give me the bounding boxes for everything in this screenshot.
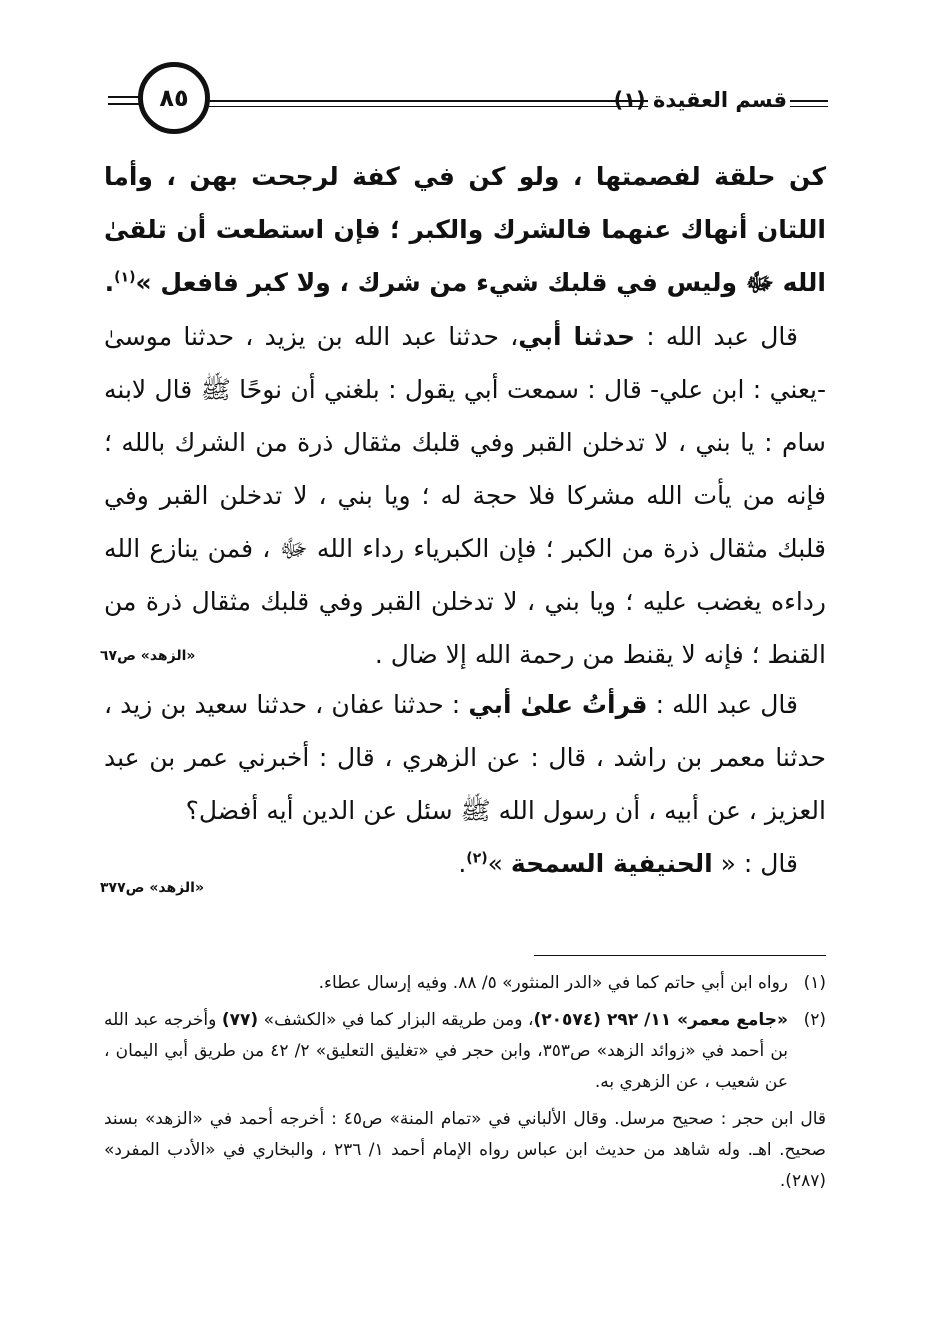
footnote-1-number: (١) xyxy=(803,973,826,993)
footnote-2-bold: «جامع معمر» ١١/ ٢٩٢ (٢٠٥٧٤) xyxy=(533,1010,788,1030)
paragraph-2 xyxy=(104,310,826,681)
paragraph-2-text: ، حدثنا عبد الله بن يزيد ، حدثنا موسىٰ -يعني : ابن علي- قال : سمعت أبي يقول : بلغني أن نوحًا ﷺ قال لابنه سام : يا بني ، لا تدخلن القبر وفي قلبك مثقال ذرة من الشرك بالله ؛ فإنه من يأت الله مشركا فلا حجة له ؛ ويا بني ، لا تدخلن القبر وفي قلبك مثقال ذرة من الكبر ؛ فإن الكبرياء رداء الله ﷻ ، فمن ينازع الله رداءه يغضب عليه ؛ ويا بني ، لا تدخلن القبر وفي قلبك مثقال ذرة من القنط ؛ فإنه لا يقنط من رحمة الله إلا ضال . xyxy=(104,322,826,669)
footnotes xyxy=(104,968,826,1197)
page-number: ٨٥ xyxy=(159,84,189,112)
source-note-1: «الزهد» ص٦٧ xyxy=(100,648,196,664)
header-rule-main-secondary xyxy=(208,106,648,107)
paragraph-3-bold: قرأتُ علىٰ أبي xyxy=(468,690,648,719)
header-rule-right xyxy=(790,100,828,102)
paragraph-2-bold: حدثنا أبي xyxy=(518,322,635,351)
footnote-ref-1: (١) xyxy=(114,269,136,286)
footnote-2 xyxy=(104,1005,826,1098)
paragraph-4-tail: . xyxy=(458,849,467,878)
footnote-1-text: رواه ابن أبي حاتم كما في «الدر المنثور» ٥/ ٨٨. وفيه إرسال عطاء. xyxy=(318,973,788,993)
footnote-1 xyxy=(104,968,826,999)
page-number-badge xyxy=(138,62,210,134)
paragraph-4-end: » xyxy=(487,849,511,878)
paragraph-3 xyxy=(104,678,826,890)
header-rule-main xyxy=(208,100,648,102)
footnote-2-mid: ، ومن طريقه البزار كما في «الكشف» xyxy=(258,1010,534,1030)
source-note-2: «الزهد» ص٣٧٧ xyxy=(100,880,204,896)
paragraph-4-bold: الحنيفية السمحة xyxy=(510,849,713,878)
paragraph-3-lead: قال عبد الله : xyxy=(647,690,798,719)
paragraph-3-text: : حدثنا عفان ، حدثنا سعيد بن زيد ، حدثنا معمر بن راشد ، قال : عن الزهري ، قال : أخبرني عمر بن عبد العزيز ، عن أبيه ، أن رسول الله ﷺ سئل عن الدين أيه أفضل؟ xyxy=(104,690,826,825)
footnote-2-text xyxy=(104,1005,788,1098)
paragraph-2-lead: قال عبد الله : xyxy=(635,322,798,351)
footnote-2-number: (٢) xyxy=(803,1010,826,1030)
running-title: قسم العقيدة (١) xyxy=(613,88,787,112)
footnote-separator xyxy=(534,955,826,956)
header-rule-right-secondary xyxy=(790,106,828,107)
paragraph-4 xyxy=(104,837,826,890)
paragraph-1: كن حلقة لفصمتها ، ولو كن في كفة لرجحت بهن ، وأما اللتان أنهاك عنهما فالشرك والكبر ؛ فإن استطعت أن تلقىٰ الله ﷻ وليس في قلبك شيء من شرك ، ولا كبر فافعل »$^{(١)}$. xyxy=(104,162,826,297)
footnote-2-bold-2: (٧٧) xyxy=(221,1010,259,1030)
paragraph-1-text: كن حلقة لفصمتها ، ولو كن في كفة لرجحت بهن ، وأما اللتان أنهاك عنهما فالشرك والكبر ؛ فإن استطعت أن تلقىٰ الله ﷻ وليس في قلبك شيء من شرك ، ولا كبر فافعل » xyxy=(104,162,826,297)
paragraph-4-lead: قال : « xyxy=(712,849,798,878)
footnote-2-rest: وأخرجه عبد الله بن أحمد في «زوائد الزهد» ص٣٥٣، وابن حجر في «تغليق التعليق» ٢/ ٤٢ من طريق أبي اليمان ، عن شعيب ، عن الزهري به. xyxy=(104,1010,788,1092)
footnote-2-commentary: قال ابن حجر : صحيح مرسل. وقال الألباني في «تمام المنة» ص٤٥ : أخرجه أحمد في «الزهد» بسند صحيح. اهـ. وله شاهد من حديث ابن عباس رواه الإمام أحمد ١/ ٢٣٦ ، والبخاري في «الأدب المفرد» (٢٨٧). xyxy=(104,1109,827,1191)
footnote-ref-2: (٢) xyxy=(466,850,488,867)
